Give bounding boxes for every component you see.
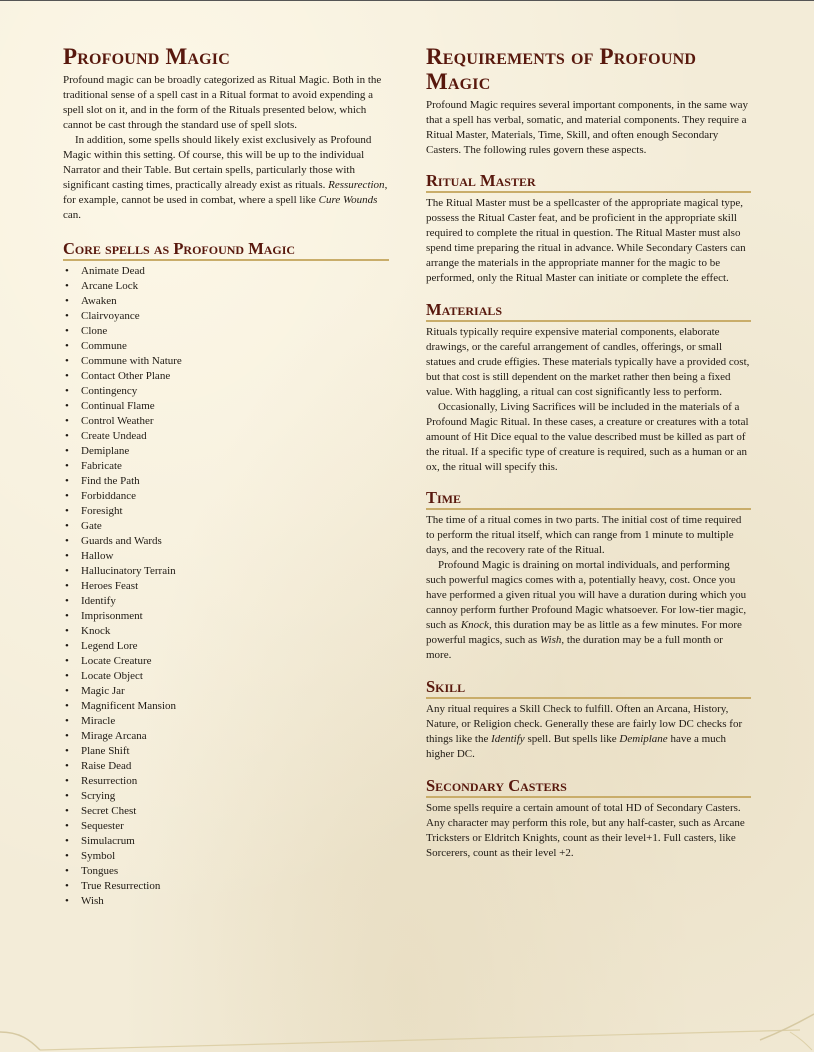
- spell-list-item: • Identify: [63, 594, 389, 609]
- spell-list-item: • Foresight: [63, 504, 389, 519]
- spell-list-item: • Animate Dead: [63, 264, 389, 279]
- ritual-master-section: [426, 172, 751, 286]
- spell-list-item: • Gate: [63, 519, 389, 534]
- secondary-casters-text: Some spells require a certain amount of total HD of Secondary Casters. Any character may perform this role, but any half-caster, such as Arcane Tricksters or Eldritch Knights, count as their level+1. Full casters, like Sorcerers, count as their level +2.: [426, 802, 745, 859]
- right-column: [426, 44, 751, 861]
- core-spells-heading: Core spells as Profound Magic: [63, 240, 389, 261]
- spell-list-item: • Scrying: [63, 789, 389, 804]
- spell-list-item: • Secret Chest: [63, 804, 389, 819]
- intro-p2-text-a: In addition, some spells should likely exist exclusively as Profound Magic within this setting. Of course, this will be up to the individual Narrator and their Table. But certain spells, particularly those with significant casting times, practically already exist as rituals.: [63, 134, 372, 191]
- intro-p2-em-1: Ressurection: [328, 179, 385, 191]
- spell-list-item: • Magic Jar: [63, 684, 389, 699]
- intro-p2-text-b: , for example, cannot be used in combat, where a spell like: [63, 179, 388, 206]
- time-heading: Time: [426, 489, 751, 510]
- spell-list-item: • Hallow: [63, 549, 389, 564]
- page-top-border: [0, 0, 814, 1]
- time-section: [426, 489, 751, 663]
- spell-list-item: • Plane Shift: [63, 744, 389, 759]
- requirements-intro: Profound Magic requires several important components, in the same way that a spell has verbal, somatic, and material components. They require a Ritual Master, Materials, Time, Skill, and often enough Secondary Casters. The following rules govern these aspects.: [426, 99, 748, 156]
- core-spells-section: [63, 240, 389, 909]
- spell-list-item: • Raise Dead: [63, 759, 389, 774]
- spell-list-item: • Heroes Feast: [63, 579, 389, 594]
- intro-p2-text-c: can.: [63, 209, 82, 221]
- ritual-master-heading: Ritual Master: [426, 172, 751, 193]
- skill-em-1: Identify: [491, 733, 525, 745]
- spell-list-item: • Clairvoyance: [63, 309, 389, 324]
- skill-section: [426, 678, 751, 762]
- spell-list-item: • Find the Path: [63, 474, 389, 489]
- left-column: [63, 44, 389, 909]
- spell-list-item: • Contact Other Plane: [63, 369, 389, 384]
- time-p2-em-2: Wish: [539, 634, 562, 646]
- spell-list-item: • Imprisonment: [63, 609, 389, 624]
- spell-list-item: • Create Undead: [63, 429, 389, 444]
- skill-text-a: Any ritual requires a Skill Check to fulfill. Often an Arcana, History, Nature, or Religion check. Generally these are fairly low DC checks for things like the: [426, 703, 743, 745]
- spell-list-item: • Commune with Nature: [63, 354, 389, 369]
- spell-list-item: • Control Weather: [63, 414, 389, 429]
- spell-list-item: • Resurrection: [63, 774, 389, 789]
- spell-list-item: • Magnificent Mansion: [63, 699, 389, 714]
- time-p2-text-a: Profound Magic is draining on mortal individuals, and performing such powerful magics comes with a, potentially heavy, cost. Once you have performed a given ritual you will have a duration during which you cannoy perform further Profound Magic whatsoever. For low-tier magic, such as: [426, 559, 747, 631]
- spell-list: [63, 264, 389, 909]
- intro-paragraph-1: Profound magic can be broadly categorized as Ritual Magic. Both in the traditional sense of a spell cast in a Ritual format to avoid expending a spell slot on it, and in the form of the Rituals presented below, which cannot be cast through the standard use of spell slots.: [63, 74, 382, 131]
- intro-p2-em-2: Cure Wounds: [318, 194, 378, 206]
- spell-list-item: • Continual Flame: [63, 399, 389, 414]
- spell-list-item: • Forbiddance: [63, 489, 389, 504]
- time-p2-text-c: , the duration may be a full month or more.: [426, 634, 723, 661]
- spell-list-item: • Clone: [63, 324, 389, 339]
- spell-list-item: • Fabricate: [63, 459, 389, 474]
- time-p2-em-1: Knock: [460, 619, 489, 631]
- materials-paragraph-2: Occasionally, Living Sacrifices will be included in the materials of a Profound Magic Ritual. In these cases, a creature or creatures with a total amount of Hit Dice equal to the value described must be killed as part of the ritual. If a specific type of creature is required, such as a human or an ox, the ritual will specify this.: [426, 401, 749, 473]
- skill-em-2: Demiplane: [619, 733, 668, 745]
- secondary-casters-section: [426, 777, 751, 861]
- intro-paragraph-2: [63, 133, 389, 223]
- spell-list-item: • Miracle: [63, 714, 389, 729]
- skill-heading: Skill: [426, 678, 751, 699]
- footer-flourish: [0, 1010, 814, 1052]
- spell-list-item: • Sequester: [63, 819, 389, 834]
- spell-list-item: • Knock: [63, 624, 389, 639]
- spell-list-item: • Guards and Wards: [63, 534, 389, 549]
- spell-list-item: • Legend Lore: [63, 639, 389, 654]
- spell-list-item: • Locate Object: [63, 669, 389, 684]
- materials-section: [426, 301, 751, 475]
- requirements-title: Requirements of Profound Magic: [426, 44, 697, 94]
- spell-list-item: • Simulacrum: [63, 834, 389, 849]
- ritual-master-text: The Ritual Master must be a spellcaster of the appropriate magical type, possess the Ritual Caster feat, and be proficient in the appropriate skill required to complete the ritual in question. The Ritual Master must also spend time preparing the ritual in advance. While Secondary Casters can arrange the materials in the appropriate manner for the magic to be performed, only the Ritual Master can initiate or complete the effect.: [426, 197, 746, 284]
- spell-list-item: • Wish: [63, 894, 389, 909]
- spell-list-item: • Locate Creature: [63, 654, 389, 669]
- spell-list-item: • Mirage Arcana: [63, 729, 389, 744]
- materials-heading: Materials: [426, 301, 751, 322]
- spell-list-item: • Commune: [63, 339, 389, 354]
- spell-list-item: • Demiplane: [63, 444, 389, 459]
- skill-text-c: have a much higher DC.: [426, 733, 727, 760]
- spell-list-item: • Contingency: [63, 384, 389, 399]
- spell-list-item: • Hallucinatory Terrain: [63, 564, 389, 579]
- materials-paragraph-1: Rituals typically require expensive material components, elaborate drawings, or the careful arrangement of candles, offerings, or small statues and crude effigies. These materials typically have a provided cost, but that cost is still dependent on the market rather then being a fixed value. With haggling, a ritual can cost significantly less to perform.: [426, 326, 750, 398]
- time-paragraph-2: [426, 558, 751, 663]
- skill-paragraph: [426, 702, 751, 762]
- page-title: Profound Magic: [63, 44, 230, 69]
- time-paragraph-1: The time of a ritual comes in two parts. The initial cost of time required to perform the ritual itself, which can range from 1 minute to multiple days, and the recovery rate of the Ritual.: [426, 514, 742, 556]
- spell-list-item: • Arcane Lock: [63, 279, 389, 294]
- secondary-casters-heading: Secondary Casters: [426, 777, 751, 798]
- skill-text-b: spell. But spells like: [524, 733, 620, 745]
- spell-list-item: • True Resurrection: [63, 879, 389, 894]
- spell-list-item: • Symbol: [63, 849, 389, 864]
- spell-list-item: • Awaken: [63, 294, 389, 309]
- spell-list-item: • Tongues: [63, 864, 389, 879]
- time-p2-text-b: , this duration may be as little as a few minutes. For more powerful magics, such as: [426, 619, 742, 646]
